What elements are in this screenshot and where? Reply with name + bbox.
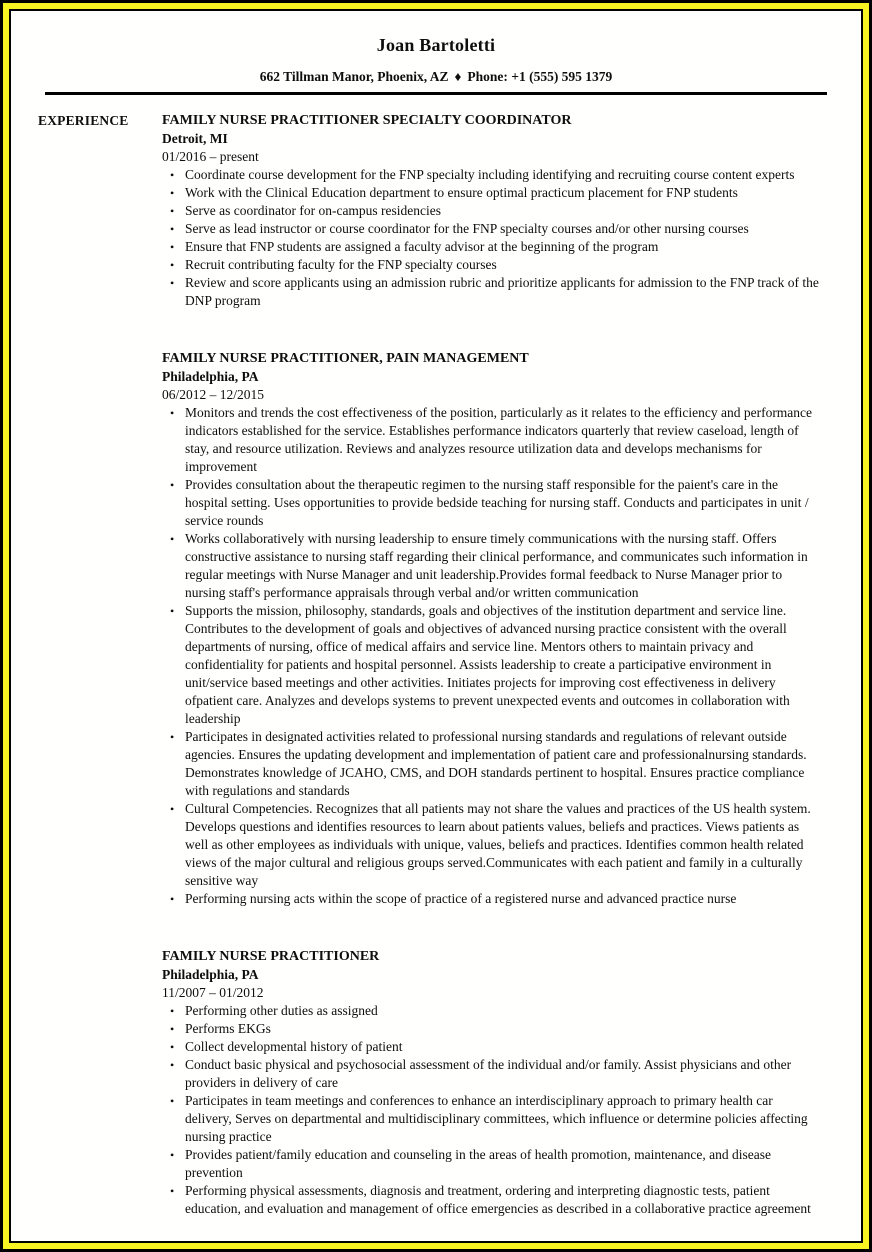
bullet-dot-icon: • (170, 892, 175, 906)
bullet-text: Coordinate course development for the FNP specialty including identifying and recruiting course content experts (185, 167, 795, 182)
bullet-text: Supports the mission, philosophy, standards, goals and objectives of the institution department and service line. Contributes to the development of goals and objectives of advanced nursing practice consistent with the overall departments of nursing, office of medical affairs and service line. Mentors others to maintain privacy and confidentiality for patients and hospital personnel. Assists leadership to create a participative environment in unit/service based meetings and other activities. Initiates projects for improving cost effectiveness in delivery ofpatient care. Analyzes and develops systems to prevent unexpected events and outcomes in collaboration with leadership (185, 603, 790, 726)
bullet-text: Works collaboratively with nursing leadership to ensure timely communications with the nursing staff. Offers constructive assistance to nursing staff regarding their clinical performance, and communicates such information in regular meetings with Nurse Manager and unit leadership.Provides formal feedback to Nurse Manager prior to nursing staff's performance appraisals through verbal and/or written communication (185, 531, 808, 600)
bullet-text: Ensure that FNP students are assigned a faculty advisor at the beginning of the program (185, 239, 659, 254)
candidate-name: Joan Bartoletti (376, 35, 496, 55)
experience-section-label: EXPERIENCE (38, 113, 129, 128)
bullet-dot-icon: • (170, 730, 175, 744)
bullet-item (162, 256, 821, 274)
job-dates: 01/2016 – present (162, 149, 259, 164)
bullet-item (162, 530, 821, 602)
bullet-item (162, 1182, 821, 1218)
bullet-dot-icon: • (170, 186, 175, 200)
bullet-text: Provides consultation about the therapeutic regimen to the nursing staff responsible for the paient's care in the hospital setting. Uses opportunities to provide bedside teaching for nursing staff. Conducts and participates in unit / service rounds (185, 477, 809, 528)
bullet-dot-icon: • (170, 222, 175, 236)
contact-address: 662 Tillman Manor, Phoenix, AZ (259, 69, 449, 84)
bullet-dot-icon: • (170, 258, 175, 272)
job-entry (162, 350, 821, 908)
bullet-item (162, 728, 821, 800)
bullet-item (162, 238, 821, 256)
bullet-dot-icon: • (170, 240, 175, 254)
bullet-dot-icon: • (170, 1058, 175, 1072)
bullet-dot-icon: • (170, 1184, 175, 1198)
bullet-dot-icon: • (170, 604, 175, 618)
bullet-item (162, 1002, 821, 1020)
bullet-text: Review and score applicants using an admission rubric and prioritize applicants for admission to the FNP track of the DNP program (185, 275, 819, 308)
bullet-item (162, 800, 821, 890)
bullet-dot-icon: • (170, 168, 175, 182)
experience-entries (162, 112, 861, 1218)
bullet-item (162, 274, 821, 310)
bullet-dot-icon: • (170, 1004, 175, 1018)
bullet-text: Monitors and trends the cost effectiveness of the position, particularly as it relates to the efficiency and performance indicators established for the service. Establishes performance indicators quarterly that review caseload, length of stay, and resource utilization. Reviews and analyzes resource utilization data and develops mechanisms for improvement (185, 405, 813, 474)
bullet-item (162, 602, 821, 728)
bullet-text: Participates in designated activities related to professional nursing standards and regulations of relevant outside agencies. Ensures the updating development and implementation of patient care and professionalnursing standards. Demonstrates knowledge of JCAHO, CMS, and DOH standards pertinent to hospital. Ensures practice compliance with regulations and standards (185, 729, 807, 798)
job-dates: 11/2007 – 01/2012 (162, 985, 264, 1000)
resume-header (11, 11, 861, 95)
job-title: FAMILY NURSE PRACTITIONER SPECIALTY COORDINATOR (162, 113, 572, 128)
bullet-dot-icon: • (170, 1148, 175, 1162)
bullet-text: Serve as lead instructor or course coordinator for the FNP specialty courses and/or other nursing courses (185, 221, 749, 236)
bullet-dot-icon: • (170, 1040, 175, 1054)
diamond-separator-icon: ♦ (454, 69, 462, 84)
resume-page (9, 9, 863, 1243)
bullet-item (162, 476, 821, 530)
bullet-text: Cultural Competencies. Recognizes that all patients may not share the values and practices of the US health system. Develops questions and identifies resources to learn about patients values, beliefs and practices. Views patients as well as other employees as individuals with unique, values, beliefs and practices. Identifies common health related views of the major cultural and religious groups served.Communicates with each patient and family in a culturally sensitive way (185, 801, 811, 888)
bullet-text: Serve as coordinator for on-campus residencies (185, 203, 442, 218)
bullet-dot-icon: • (170, 204, 175, 218)
bullet-item (162, 1038, 821, 1056)
bullet-dot-icon: • (170, 1094, 175, 1108)
job-dates: 06/2012 – 12/2015 (162, 387, 265, 402)
job-location: Philadelphia, PA (162, 967, 259, 982)
bullet-text: Work with the Clinical Education department to ensure optimal practicum placement for FNP students (185, 185, 738, 200)
job-title: FAMILY NURSE PRACTITIONER, PAIN MANAGEMENT (162, 351, 529, 366)
job-title: FAMILY NURSE PRACTITIONER (162, 949, 380, 964)
bullet-item (162, 220, 821, 238)
bullet-text: Provides patient/family education and counseling in the areas of health promotion, maintenance, and disease prevention (185, 1147, 771, 1180)
bullet-text: Performing other duties as assigned (185, 1003, 378, 1018)
bullet-item (162, 184, 821, 202)
bullet-item (162, 1092, 821, 1146)
job-bullets (162, 1002, 821, 1218)
bullet-item (162, 202, 821, 220)
resume-body (11, 95, 861, 1218)
bullet-text: Performs EKGs (185, 1021, 271, 1036)
bullet-item (162, 1146, 821, 1182)
job-location: Philadelphia, PA (162, 369, 259, 384)
bullet-dot-icon: • (170, 802, 175, 816)
job-entry (162, 112, 821, 310)
bullet-text: Collect developmental history of patient (185, 1039, 403, 1054)
bullet-text: Performing physical assessments, diagnosis and treatment, ordering and interpreting diagnostic tests, patient education, and evaluation and management of office emergencies as described in a collaborative practice agreement (185, 1183, 811, 1216)
bullet-text: Participates in team meetings and conferences to enhance an interdisciplinary approach to primary health car delivery, Serves on departmental and multidisciplinary committees, which influence or determine policies affecting nursing practice (185, 1093, 808, 1144)
bullet-dot-icon: • (170, 478, 175, 492)
bullet-text: Conduct basic physical and psychosocial assessment of the individual and/or family. Assist physicians and other providers in delivery of care (185, 1057, 792, 1090)
job-entry (162, 948, 821, 1218)
bullet-item (162, 890, 821, 908)
bullet-dot-icon: • (170, 532, 175, 546)
job-bullets (162, 166, 821, 310)
job-bullets (162, 404, 821, 908)
bullet-item (162, 1056, 821, 1092)
page-frame-yellow-border (3, 3, 869, 1249)
bullet-dot-icon: • (170, 406, 175, 420)
bullet-text: Performing nursing acts within the scope of practice of a registered nurse and advanced practice nurse (185, 891, 737, 906)
contact-phone: Phone: +1 (555) 595 1379 (467, 69, 613, 84)
bullet-dot-icon: • (170, 1022, 175, 1036)
bullet-item (162, 1020, 821, 1038)
contact-line (11, 69, 861, 85)
job-location: Detroit, MI (162, 131, 228, 146)
bullet-item (162, 166, 821, 184)
bullet-text: Recruit contributing faculty for the FNP specialty courses (185, 257, 497, 272)
bullet-dot-icon: • (170, 276, 175, 290)
bullet-item (162, 404, 821, 476)
